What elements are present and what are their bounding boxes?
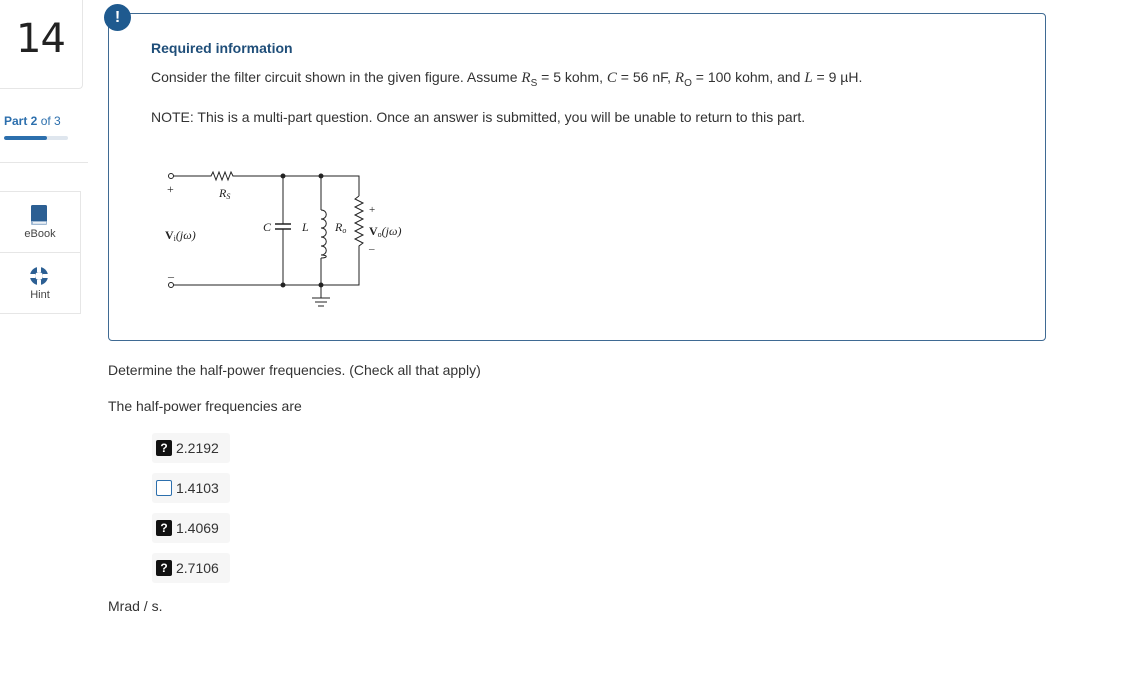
checkbox-icon[interactable] [156, 480, 172, 496]
output-plus-label: + [369, 204, 376, 216]
rs-value: = 5 kohm, [537, 69, 607, 85]
rs-subscript: S [530, 77, 538, 89]
ebook-label: eBook [24, 228, 56, 240]
input-plus-label: + [167, 182, 174, 196]
sidebar [0, 0, 88, 330]
vo-label: Vo(jω) [369, 224, 402, 239]
bottom-wire [174, 256, 360, 285]
problem-statement [151, 69, 862, 89]
multi-part-note: NOTE: This is a multi-part question. Once an answer is submitted, you will be unable to return to this part. [151, 109, 806, 125]
ebook-button[interactable] [0, 191, 81, 253]
input-terminal-bottom [169, 283, 174, 288]
question-text: Determine the half-power frequencies. (Check all that apply) [108, 362, 481, 378]
l-label: L [302, 220, 309, 234]
book-icon [29, 204, 49, 226]
ro-value: = 100 kohm, and [691, 69, 805, 85]
c-label: C [263, 220, 272, 234]
choice-option[interactable] [152, 473, 230, 503]
unknown-status-icon: ? [156, 440, 172, 456]
answer-unit: Mrad / s. [108, 598, 163, 614]
rs-symbol: R [521, 70, 531, 86]
hint-button[interactable] [0, 252, 81, 314]
choice-value: 2.7106 [176, 560, 219, 576]
rs-label: RS [219, 186, 231, 201]
part-label: Part 2 [4, 114, 38, 128]
junction-dot [319, 174, 323, 178]
ro-symbol: R [674, 70, 685, 86]
unknown-status-icon: ? [156, 560, 172, 576]
inductor-coil [321, 210, 326, 258]
vi-label: Vi(jω) [165, 228, 196, 243]
part-of-label: of 3 [40, 114, 61, 128]
alert-icon: ! [104, 4, 131, 31]
l-value: = 9 µH. [812, 69, 863, 85]
junction-dot [281, 174, 285, 178]
junction-dot [281, 283, 285, 287]
choice-option[interactable] [152, 553, 230, 583]
part-indicator [4, 114, 61, 128]
choice-value: 1.4069 [176, 520, 219, 536]
input-terminal-top [169, 174, 174, 179]
question-number: 14 [16, 16, 65, 62]
answer-lead-text: The half-power frequencies are [108, 398, 302, 414]
ro-subscript: O [684, 77, 692, 89]
statement-intro: Consider the filter circuit shown in the given figure. Assume [151, 69, 522, 85]
hint-label: Hint [30, 289, 50, 301]
filter-circuit-diagram [159, 164, 419, 314]
part-progress-fill [4, 136, 47, 140]
l-symbol: L [804, 70, 813, 86]
unknown-status-icon: ? [156, 520, 172, 536]
choice-value: 1.4103 [176, 480, 219, 496]
junction-dot [319, 283, 323, 287]
ro-resistor [355, 196, 363, 256]
choice-value: 2.2192 [176, 440, 219, 456]
c-value: = 56 nF, [616, 69, 675, 85]
ground-symbol [312, 285, 330, 306]
required-information-title: Required information [151, 40, 293, 56]
input-minus-label: – [168, 269, 174, 283]
required-information-panel [108, 13, 1046, 341]
choice-option[interactable] [152, 433, 230, 463]
part-progress-bar [4, 136, 68, 140]
ro-label: Ro [335, 220, 347, 235]
lifebuoy-icon [29, 265, 49, 287]
c-symbol: C [606, 70, 617, 86]
choice-option[interactable] [152, 513, 230, 543]
top-wire-with-rs-resistor [174, 172, 360, 196]
question-number-box [0, 0, 83, 89]
capacitor-plates [275, 224, 291, 229]
sidebar-divider [0, 162, 88, 163]
output-minus-label: – [369, 243, 375, 255]
